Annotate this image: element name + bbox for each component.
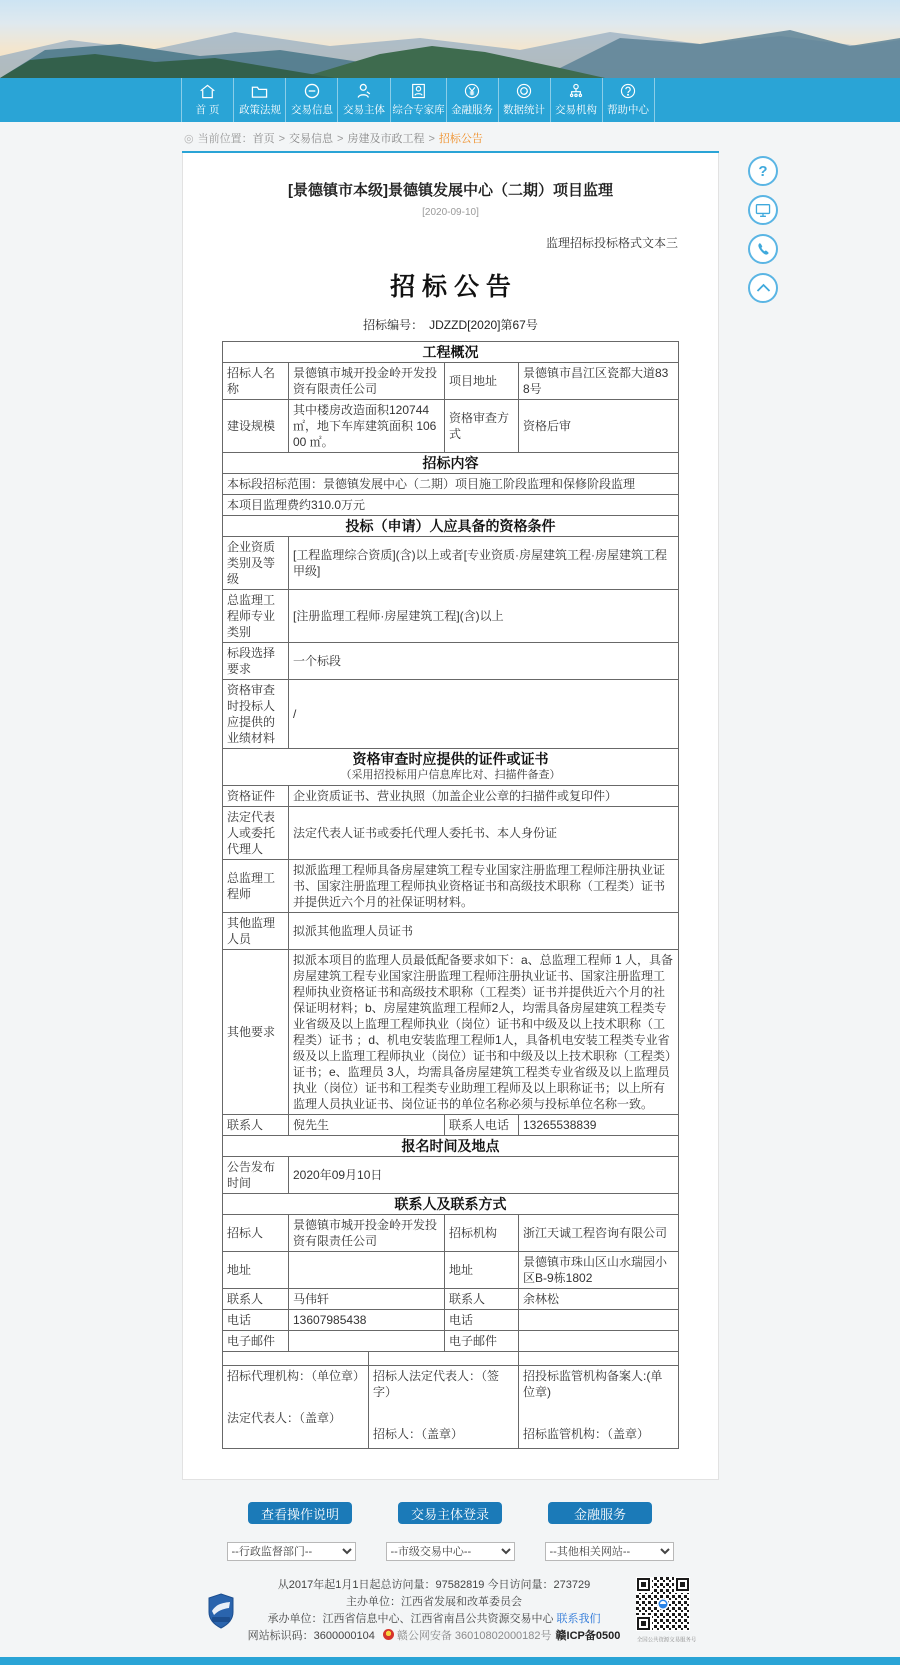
table-cell: 招标人: [223, 1215, 289, 1252]
question-circle-icon: [620, 83, 636, 99]
undertaker-line: [248, 1611, 621, 1628]
signature-table: [222, 1351, 679, 1449]
table-cell: 其他要求: [223, 950, 289, 1115]
table-cell: 倪先生: [289, 1115, 445, 1136]
location-marker-icon: ◎: [184, 133, 194, 145]
breadcrumb-link-home[interactable]: 首页: [252, 133, 275, 145]
table-cell: 企业资质证书、营业执照（加盖企业公章的扫描件或复印件）: [289, 786, 679, 807]
signature-cell: 招标代理机构：（单位章） 法定代表人：（盖章）: [223, 1366, 369, 1449]
table-cell: 资格审查方式: [445, 400, 519, 453]
yen-circle-icon: [464, 83, 480, 99]
table-cell: 一个标段: [289, 643, 679, 680]
table-row: [223, 516, 679, 537]
id-card-icon: [411, 83, 426, 99]
table-cell: 总监理工程师专业类别: [223, 590, 289, 643]
section-header: 投标（申请）人应具备的资格条件: [223, 516, 679, 537]
org-chart-icon: [568, 83, 584, 99]
nav-item-label: 帮助中心: [607, 104, 650, 116]
table-row: [223, 1252, 679, 1289]
subject-login-button[interactable]: 交易主体登录: [398, 1502, 502, 1524]
table-row: [223, 1115, 679, 1136]
table-row: [223, 1215, 679, 1252]
table-row: [223, 1157, 679, 1194]
table-cell: 浙江天诚工程咨询有限公司: [519, 1215, 679, 1252]
chevron-up-icon: [756, 282, 771, 294]
city-trade-center-select[interactable]: [386, 1542, 515, 1561]
table-row: [223, 1289, 679, 1310]
table-cell: 其他监理人员: [223, 913, 289, 950]
main-navigation: [0, 78, 900, 122]
monitor-icon: [755, 203, 771, 218]
section-header: 招标内容: [223, 453, 679, 474]
nav-item-label: 数据统计: [503, 104, 546, 116]
table-cell: [289, 1331, 445, 1352]
table-cell: 马伟轩: [289, 1289, 445, 1310]
table-cell: 拟派本项目的监理人员最低配备要求如下：a、总监理工程师 1 人，具备房屋建筑工程专业国家注册监理工程师注册执业证书、国家注册监理工程师执业资格证书和高级技术职称（工程类）证书并提供近六个月的社保证明材料；b、房屋建筑监理工程师2人，均需具备房屋建筑工程类专业省级及以上监理工程师执业（岗位）证书和中级及以上技术职称（工程类）证书 ；d、机电安装监理工程师1人，具备机电安装工程类专业省级及以上监理工程师执业（岗位）证书和中级及以上技术职称（工程类）证书；e、监理员 3人，均需具备房屋建筑工程类专业省级及以上监理员执业（岗位）证书和工程类专业助理工程师及以上职称证书；以上所有监理人员执业证书、岗位证书的单位名称必须与投标单位名称一致。: [289, 950, 679, 1115]
table-row: [223, 643, 679, 680]
table-cell: 电话: [445, 1310, 519, 1331]
other-websites-select[interactable]: [545, 1542, 674, 1561]
folder-icon: [251, 84, 268, 99]
section-header: 报名时间及地点: [223, 1136, 679, 1157]
tender-number-value: JDZZD[2020]第67号: [429, 318, 538, 332]
nav-item-label: 交易机构: [555, 104, 598, 116]
home-icon: [199, 84, 216, 99]
qr-code-block: [634, 1577, 697, 1644]
table-cell: 法定代表人或委托代理人: [223, 807, 289, 860]
breadcrumb-current: 招标公告: [438, 133, 483, 145]
breadcrumb-separator: >: [278, 133, 286, 145]
table-row: [223, 1331, 679, 1352]
table-cell: 景德镇市珠山区山水瑞园小区B-9栋1802: [519, 1252, 679, 1289]
table-cell: 总监理工程师: [223, 860, 289, 913]
section-header: 工程概况: [223, 342, 679, 363]
nav-item-label: 交易主体: [343, 104, 385, 116]
table-cell: 本标段招标范围：景德镇发展中心（二期）项目施工阶段监理和保修阶段监理: [223, 474, 679, 495]
table-cell: 电子邮件: [445, 1331, 519, 1352]
publish-date: [2020-09-10]: [422, 207, 479, 218]
table-cell: 资格证件: [223, 786, 289, 807]
nav-menu: [181, 78, 655, 122]
table-cell: /: [289, 680, 679, 749]
nav-item-label: 首 页: [195, 103, 220, 116]
table-cell: 景德镇市昌江区瓷都大道838号: [519, 363, 679, 400]
nav-item-trade-agency[interactable]: [550, 78, 602, 122]
table-row: [223, 1352, 679, 1366]
view-manual-button[interactable]: 查看操作说明: [248, 1502, 352, 1524]
table-row: [223, 950, 679, 1115]
nav-item-label: 交易信息: [290, 104, 333, 116]
floating-toolbar: [748, 156, 780, 312]
page-title: [景德镇市本级]景德镇发展中心（二期）项目监理: [288, 182, 613, 199]
document-heading: 招 标 公 告: [390, 273, 511, 301]
table-cell: 2020年09月10日: [289, 1157, 679, 1194]
record-line: [248, 1628, 621, 1645]
table-cell: 招标机构: [445, 1215, 519, 1252]
table-cell: 项目地址: [445, 363, 519, 400]
page-footer: [0, 1577, 900, 1655]
phone-icon: [756, 242, 771, 257]
table-cell: 联系人: [223, 1115, 289, 1136]
table-cell: 13607985438: [289, 1310, 445, 1331]
question-icon: ?: [758, 162, 768, 180]
table-row: [223, 749, 679, 786]
table-cell: [369, 1352, 519, 1366]
table-cell: 景德镇市城开投金岭开发投资有限责任公司: [289, 363, 445, 400]
table-row: [223, 495, 679, 516]
table-cell: 13265538839: [519, 1115, 679, 1136]
format-note: 监理招标投标格式文本三: [545, 236, 678, 250]
table-row: [223, 342, 679, 363]
user-icon: [356, 83, 372, 99]
table-cell: [223, 1352, 369, 1366]
table-cell: 拟派其他监理人员证书: [289, 913, 679, 950]
help-circle-button[interactable]: [748, 156, 778, 186]
table-cell: [注册监理工程师·房屋建筑工程](含)以上: [289, 590, 679, 643]
contact-us-link[interactable]: 联系我们: [556, 1613, 601, 1625]
breadcrumb-separator: >: [337, 133, 344, 145]
document-table: [222, 341, 679, 1352]
bottom-bar: [0, 1657, 900, 1665]
table-cell: [519, 1352, 679, 1366]
table-row: [223, 807, 679, 860]
nav-item-help-center[interactable]: [602, 78, 655, 122]
table-cell: 标段选择要求: [223, 643, 289, 680]
table-cell: 其中楼房改造面积120744 ㎡，地下车库建筑面积 10600 ㎡。: [289, 400, 445, 453]
table-cell: 法定代表人证书或委托代理人委托书、本人身份证: [289, 807, 679, 860]
nav-item-home[interactable]: [181, 78, 233, 122]
table-cell: [519, 1310, 679, 1331]
nav-item-label: 政策法规: [238, 103, 281, 116]
donut-chart-icon: [516, 83, 532, 99]
nav-item-finance[interactable]: [446, 78, 498, 122]
nav-item-statistics[interactable]: [498, 78, 550, 122]
table-cell: 联系人: [445, 1289, 519, 1310]
breadcrumb-label: 当前位置：: [197, 133, 253, 145]
section-header: 联系人及联系方式: [223, 1194, 679, 1215]
announcement-document: [182, 153, 719, 1480]
nav-item-label: 综合专家库: [391, 104, 445, 116]
table-row: [223, 474, 679, 495]
table-cell: 地址: [445, 1252, 519, 1289]
tender-number-label: 招标编号：: [363, 318, 424, 332]
table-cell: 联系人: [223, 1289, 289, 1310]
table-cell: [519, 1331, 679, 1352]
police-badge-icon: [383, 1629, 394, 1640]
table-row: [223, 363, 679, 400]
qr-code-image: [636, 1577, 690, 1631]
signature-row: [223, 1366, 679, 1449]
icp-record: 赣ICP备0500: [555, 1630, 621, 1642]
visit-stats: 从2017年起1月1日起总访问量：97582819 今日访问量：273729: [277, 1579, 591, 1591]
table-cell: 招标人名称: [223, 363, 289, 400]
nav-item-trade-info[interactable]: [285, 78, 337, 122]
qr-caption: 全国公共资源交易服务号: [637, 1638, 697, 1644]
undertaker-text: 承办单位：江西省信息中心、江西省南昌公共资源交易中心: [267, 1613, 554, 1625]
table-cell: [289, 1252, 445, 1289]
table-cell: 电子邮件: [223, 1331, 289, 1352]
nav-item-label: 金融服务: [451, 104, 493, 116]
back-to-top-button[interactable]: [748, 273, 778, 303]
table-cell: 资格后审: [519, 400, 679, 453]
monitor-button[interactable]: [748, 195, 778, 225]
table-row: [223, 680, 679, 749]
table-row: [223, 1136, 679, 1157]
breadcrumb-separator: >: [428, 133, 435, 145]
organizer-line: 主办单位：江西省发展和改革委员会: [346, 1596, 522, 1608]
table-cell: 联系人电话: [445, 1115, 519, 1136]
action-buttons: [0, 1502, 900, 1524]
table-cell: 资格审查时投标人应提供的业绩材料: [223, 680, 289, 749]
nav-item-policy[interactable]: [233, 78, 285, 122]
supervision-department-select[interactable]: [227, 1542, 356, 1561]
related-links-row: [0, 1542, 900, 1561]
signature-cell: 招投标监管机构备案人:(单位章) 招标监管机构：（盖章）: [519, 1366, 679, 1449]
police-record: 赣公网安备 36010802000182号: [396, 1630, 552, 1642]
main-content-wrap: [182, 122, 768, 1480]
table-row: [223, 860, 679, 913]
table-cell: 余林松: [519, 1289, 679, 1310]
table-row: [223, 453, 679, 474]
institution-badge: [208, 1593, 234, 1632]
signature-cell: 招标人法定代表人：（签字） 招标人：（盖章）: [369, 1366, 519, 1449]
table-row: [223, 913, 679, 950]
finance-service-button[interactable]: 金融服务: [548, 1502, 652, 1524]
table-row: [223, 1194, 679, 1215]
table-cell: 电话: [223, 1310, 289, 1331]
table-cell: 企业资质类别及等级: [223, 537, 289, 590]
breadcrumb-link-construction[interactable]: 房建及市政工程: [347, 133, 425, 145]
table-cell: [工程监理综合资质](含)以上或者[专业资质·房屋建筑工程·房屋建筑工程甲级]: [289, 537, 679, 590]
table-cell: 景德镇市城开投金岭开发投资有限责任公司: [289, 1215, 445, 1252]
footer-text-block: [248, 1577, 621, 1645]
table-row: [223, 786, 679, 807]
table-row: [223, 1310, 679, 1331]
mountain-landscape: [0, 0, 900, 78]
table-cell: 公告发布时间: [223, 1157, 289, 1194]
breadcrumb-link-trade-info[interactable]: 交易信息: [289, 133, 334, 145]
table-cell: 本项目监理费约310.0万元: [223, 495, 679, 516]
banner-image: [0, 0, 900, 78]
table-row: [223, 400, 679, 453]
tender-number: [183, 316, 718, 333]
table-row: [223, 590, 679, 643]
table-cell: 地址: [223, 1252, 289, 1289]
phone-button[interactable]: [748, 234, 778, 264]
nav-item-expert-pool[interactable]: [390, 78, 446, 122]
section-header: 资格审查时应提供的证件或证书 （采用招投标用户信息库比对、扫描件备查）: [223, 749, 679, 786]
circle-dash-icon: [304, 83, 320, 99]
site-code: 网站标识码：3600000104: [247, 1630, 375, 1642]
table-cell: 建设规模: [223, 400, 289, 453]
nav-item-trade-subject[interactable]: [337, 78, 389, 122]
table-row: [223, 537, 679, 590]
table-cell: 拟派监理工程师具备房屋建筑工程专业国家注册监理工程师注册执业证书、国家注册监理工程师执业资格证书和高级技术职称（工程类）证书并提供近六个月的社保证明材料。: [289, 860, 679, 913]
breadcrumb: [182, 122, 722, 151]
